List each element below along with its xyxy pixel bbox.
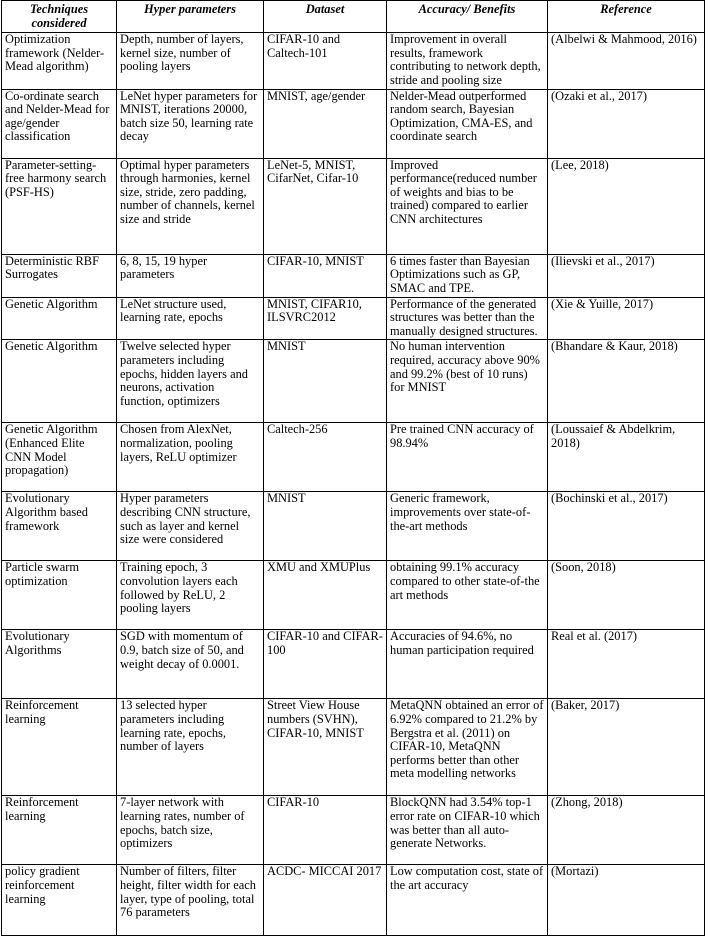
- dataset-cell: MNIST: [264, 492, 387, 561]
- benefits-cell: Generic framework, improvements over state-of-the-art methods: [387, 492, 548, 561]
- table-row: [2, 492, 705, 561]
- header-reference: Reference: [548, 1, 705, 33]
- dataset-cell: Street View House numbers (SVHN), CIFAR-10, MNIST: [264, 699, 387, 796]
- reference-cell: (Mortazi): [548, 865, 705, 936]
- hyper-parameters-cell: Chosen from AlexNet, normalization, pooling layers, ReLU optimizer: [117, 423, 264, 492]
- table-row: [2, 699, 705, 796]
- techniques-table: [1, 0, 705, 936]
- technique-cell: Particle swarm optimization: [2, 561, 117, 630]
- hyper-parameters-cell: Hyper parameters describing CNN structure, such as layer and kernel size were considered: [117, 492, 264, 561]
- reference-cell: (Albelwi & Mahmood, 2016): [548, 33, 705, 89]
- table-row: [2, 33, 705, 89]
- benefits-cell: 6 times faster than Bayesian Optimizations such as GP, SMAC and TPE.: [387, 254, 548, 297]
- dataset-cell: Caltech-256: [264, 423, 387, 492]
- technique-cell: Optimization framework (Nelder-Mead algorithm): [2, 33, 117, 89]
- reference-cell: (Ilievski et al., 2017): [548, 254, 705, 297]
- reference-cell: (Zhong, 2018): [548, 796, 705, 865]
- benefits-cell: Low computation cost, state of the art accuracy: [387, 865, 548, 936]
- dataset-cell: CIFAR-10, MNIST: [264, 254, 387, 297]
- table-row: [2, 796, 705, 865]
- hyper-parameters-cell: Twelve selected hyper parameters including epochs, hidden layers and neurons, activation function, optimizers: [117, 340, 264, 423]
- benefits-cell: Pre trained CNN accuracy of 98.94%: [387, 423, 548, 492]
- table-row: [2, 561, 705, 630]
- table-header-row: [2, 1, 705, 33]
- reference-cell: (Loussaief & Abdelkrim, 2018): [548, 423, 705, 492]
- dataset-cell: MNIST, CIFAR10, ILSVRC2012: [264, 297, 387, 340]
- header-dataset: Dataset: [264, 1, 387, 33]
- table-row: [2, 89, 705, 158]
- table-row: [2, 340, 705, 423]
- dataset-cell: LeNet-5, MNIST, CifarNet, Cifar-10: [264, 158, 387, 254]
- dataset-cell: MNIST: [264, 340, 387, 423]
- hyper-parameters-cell: Training epoch, 3 convolution layers each followed by ReLU, 2 pooling layers: [117, 561, 264, 630]
- reference-cell: Real et al. (2017): [548, 630, 705, 699]
- hyper-parameters-cell: Depth, number of layers, kernel size, number of pooling layers: [117, 33, 264, 89]
- table-row: [2, 297, 705, 340]
- reference-cell: (Bhandare & Kaur, 2018): [548, 340, 705, 423]
- dataset-cell: MNIST, age/gender: [264, 89, 387, 158]
- hyper-parameters-cell: 6, 8, 15, 19 hyper parameters: [117, 254, 264, 297]
- benefits-cell: BlockQNN had 3.54% top-1 error rate on CIFAR-10 which was better than all auto-generate Networks.: [387, 796, 548, 865]
- benefits-cell: Nelder-Mead outperformed random search, Bayesian Optimization, CMA-ES, and coordinate search: [387, 89, 548, 158]
- header-hyper-parameters: Hyper parameters: [117, 1, 264, 33]
- benefits-cell: MetaQNN obtained an error of 6.92% compared to 21.2% by Bergstra et al. (2011) on CIFAR-10, MetaQNN performs better than other meta modelling networks: [387, 699, 548, 796]
- technique-cell: Genetic Algorithm: [2, 297, 117, 340]
- technique-cell: Parameter-setting-free harmony search (PSF-HS): [2, 158, 117, 254]
- benefits-cell: Accuracies of 94.6%, no human participation required: [387, 630, 548, 699]
- dataset-cell: CIFAR-10 and CIFAR-100: [264, 630, 387, 699]
- dataset-cell: CIFAR-10: [264, 796, 387, 865]
- technique-cell: policy gradient reinforcement learning: [2, 865, 117, 936]
- benefits-cell: Improved performance(reduced number of weights and bias to be trained) compared to earlier CNN architectures: [387, 158, 548, 254]
- table-row: [2, 630, 705, 699]
- reference-cell: (Baker, 2017): [548, 699, 705, 796]
- reference-cell: (Soon, 2018): [548, 561, 705, 630]
- reference-cell: (Lee, 2018): [548, 158, 705, 254]
- technique-cell: Evolutionary Algorithms: [2, 630, 117, 699]
- reference-cell: (Ozaki et al., 2017): [548, 89, 705, 158]
- hyper-parameters-cell: Optimal hyper parameters through harmonies, kernel size, stride, zero padding, number of channels, kernel size and stride: [117, 158, 264, 254]
- benefits-cell: obtaining 99.1% accuracy compared to other state-of-the art methods: [387, 561, 548, 630]
- technique-cell: Reinforcement learning: [2, 699, 117, 796]
- table-row: [2, 158, 705, 254]
- header-techniques: Techniques considered: [2, 1, 117, 33]
- benefits-cell: Performance of the generated structures was better than the manually designed structures.: [387, 297, 548, 340]
- dataset-cell: ACDC- MICCAI 2017: [264, 865, 387, 936]
- table-row: [2, 254, 705, 297]
- hyper-parameters-cell: 7-layer network with learning rates, number of epochs, batch size, optimizers: [117, 796, 264, 865]
- hyper-parameters-cell: 13 selected hyper parameters including learning rate, epochs, number of layers: [117, 699, 264, 796]
- reference-cell: (Xie & Yuille, 2017): [548, 297, 705, 340]
- hyper-parameters-cell: Number of filters, filter height, filter width for each layer, type of pooling, total 76 parameters: [117, 865, 264, 936]
- hyper-parameters-cell: LeNet structure used, learning rate, epochs: [117, 297, 264, 340]
- hyper-parameters-cell: SGD with momentum of 0.9, batch size of 50, and weight decay of 0.0001.: [117, 630, 264, 699]
- dataset-cell: XMU and XMUPlus: [264, 561, 387, 630]
- table-row: [2, 423, 705, 492]
- technique-cell: Evolutionary Algorithm based framework: [2, 492, 117, 561]
- header-accuracy-benefits: Accuracy/ Benefits: [387, 1, 548, 33]
- hyper-parameters-cell: LeNet hyper parameters for MNIST, iterations 20000, batch size 50, learning rate decay: [117, 89, 264, 158]
- benefits-cell: No human intervention required, accuracy above 90% and 99.2% (best of 10 runs) for MNIST: [387, 340, 548, 423]
- reference-cell: (Bochinski et al., 2017): [548, 492, 705, 561]
- technique-cell: Co-ordinate search and Nelder-Mead for age/gender classification: [2, 89, 117, 158]
- benefits-cell: Improvement in overall results, framework contributing to network depth, stride and pooling size: [387, 33, 548, 89]
- technique-cell: Genetic Algorithm (Enhanced Elite CNN Model propagation): [2, 423, 117, 492]
- technique-cell: Genetic Algorithm: [2, 340, 117, 423]
- table-row: [2, 865, 705, 936]
- technique-cell: Deterministic RBF Surrogates: [2, 254, 117, 297]
- technique-cell: Reinforcement learning: [2, 796, 117, 865]
- dataset-cell: CIFAR-10 and Caltech-101: [264, 33, 387, 89]
